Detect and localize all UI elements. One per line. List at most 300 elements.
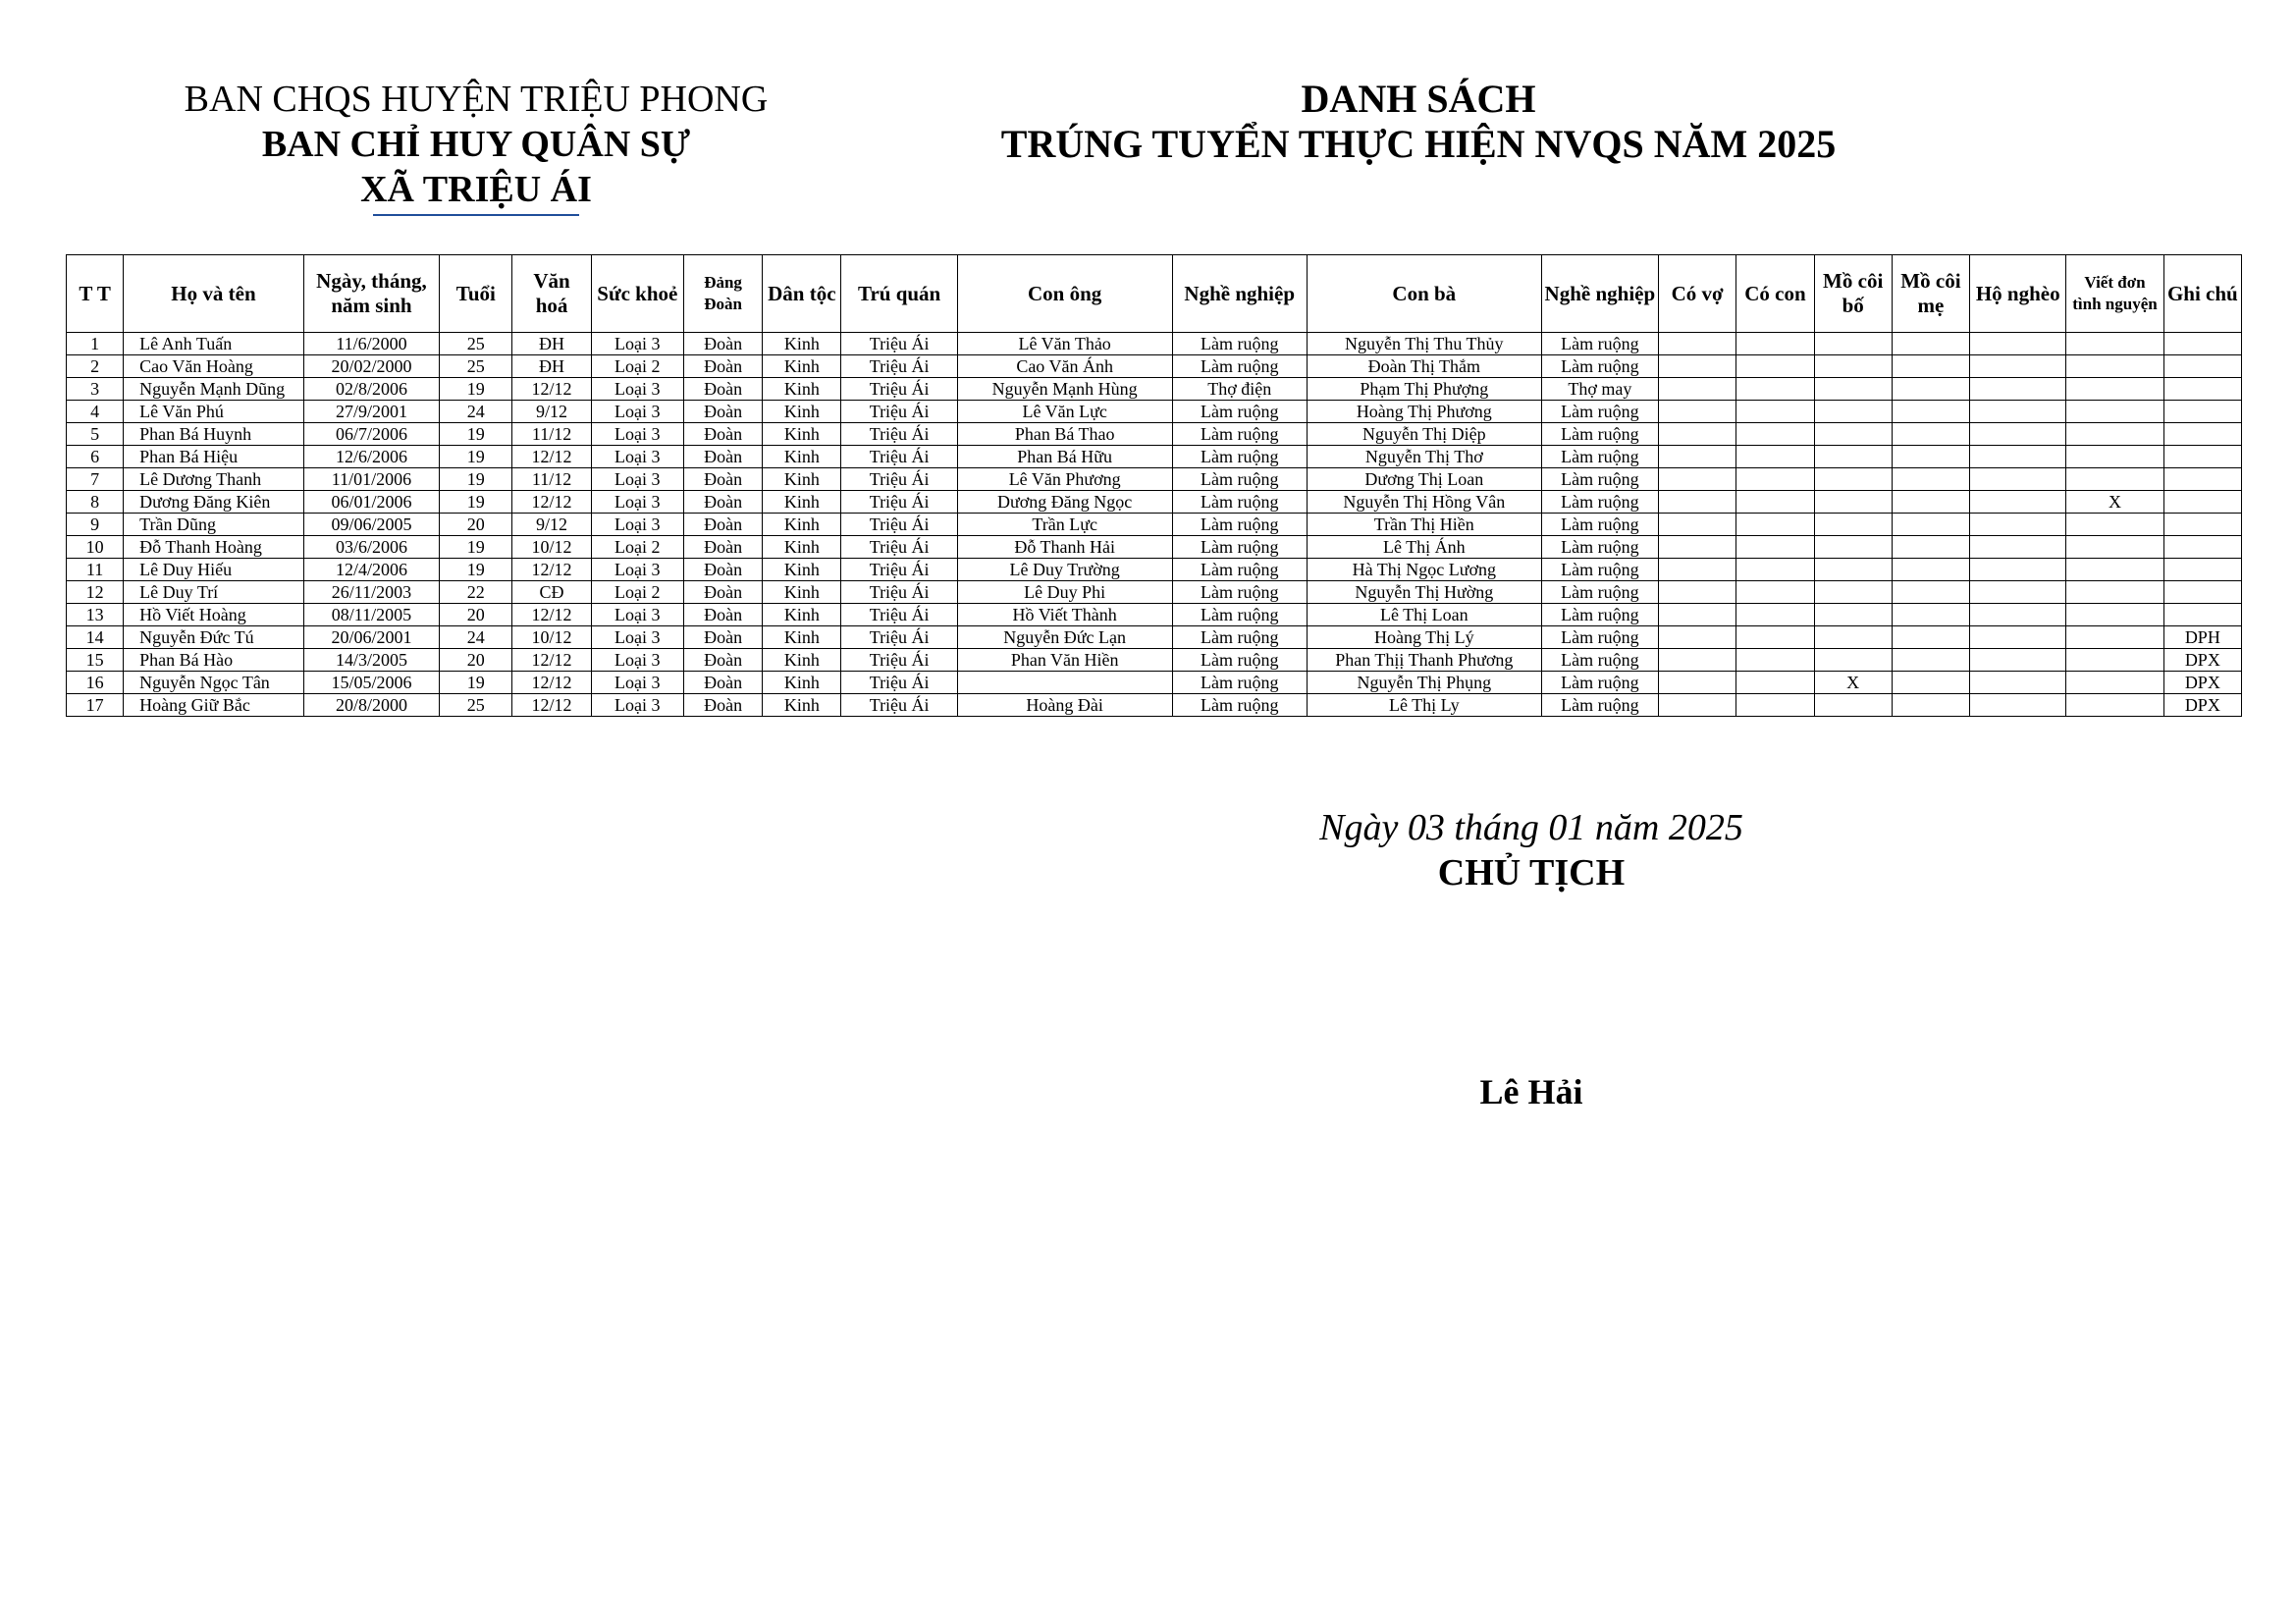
table-cell: Kinh	[763, 536, 841, 559]
table-cell: Nguyễn Thị Hường	[1307, 581, 1541, 604]
table-cell: Kinh	[763, 559, 841, 581]
table-cell: Làm ruộng	[1541, 672, 1658, 694]
table-cell: Làm ruộng	[1172, 626, 1307, 649]
table-cell	[1659, 649, 1736, 672]
table-cell: Làm ruộng	[1541, 468, 1658, 491]
table-cell: Đoàn	[683, 355, 762, 378]
table-cell: 12/12	[512, 491, 591, 514]
table-cell	[1659, 536, 1736, 559]
table-cell: 12/6/2006	[303, 446, 439, 468]
table-cell: Làm ruộng	[1172, 333, 1307, 355]
table-cell: Phan Bá Huynh	[124, 423, 304, 446]
table-cell	[2066, 514, 2163, 536]
table-cell: Làm ruộng	[1172, 401, 1307, 423]
table-cell: Loại 3	[591, 649, 683, 672]
table-cell: 02/8/2006	[303, 378, 439, 401]
table-cell: 20	[440, 514, 512, 536]
table-cell: Làm ruộng	[1172, 536, 1307, 559]
table-cell: 25	[440, 694, 512, 717]
table-cell: 11/01/2006	[303, 468, 439, 491]
table-cell: Triệu Ái	[841, 672, 957, 694]
table-cell: Hồ Viết Thành	[957, 604, 1172, 626]
table-cell	[1659, 514, 1736, 536]
table-cell	[1814, 536, 1892, 559]
table-cell: Làm ruộng	[1541, 401, 1658, 423]
table-cell	[2066, 581, 2163, 604]
table-cell: Làm ruộng	[1172, 491, 1307, 514]
table-cell: Lê Duy Trí	[124, 581, 304, 604]
table-cell	[2163, 514, 2241, 536]
table-cell: 12/12	[512, 446, 591, 468]
table-cell: Lê Văn Lực	[957, 401, 1172, 423]
table-cell: 19	[440, 446, 512, 468]
table-cell: Triệu Ái	[841, 559, 957, 581]
table-cell: Nguyễn Thị Hồng Vân	[1307, 491, 1541, 514]
table-cell: Kinh	[763, 581, 841, 604]
table-cell: Lê Anh Tuấn	[124, 333, 304, 355]
table-cell: X	[2066, 491, 2163, 514]
table-cell: Kinh	[763, 514, 841, 536]
table-cell: Cao Văn Ánh	[957, 355, 1172, 378]
table-cell: 7	[67, 468, 124, 491]
table-cell	[1814, 491, 1892, 514]
table-cell: Triệu Ái	[841, 514, 957, 536]
org-underline	[373, 214, 579, 216]
table-cell: Làm ruộng	[1541, 514, 1658, 536]
table-cell	[1970, 536, 2066, 559]
table-cell	[1814, 401, 1892, 423]
table-cell: Làm ruộng	[1541, 694, 1658, 717]
table-cell: Nguyễn Thị Phụng	[1307, 672, 1541, 694]
table-cell	[1659, 401, 1736, 423]
issuing-organization	[137, 77, 815, 216]
table-cell: Loại 3	[591, 626, 683, 649]
table-cell: Trần Lực	[957, 514, 1172, 536]
table-cell	[1659, 333, 1736, 355]
table-cell	[1736, 514, 1814, 536]
table-cell: ĐH	[512, 355, 591, 378]
table-cell: 12/12	[512, 559, 591, 581]
column-header: Đảng Đoàn	[683, 255, 762, 333]
column-header: Ngày, tháng, năm sinh	[303, 255, 439, 333]
table-cell: 27/9/2001	[303, 401, 439, 423]
table-cell	[2163, 536, 2241, 559]
table-cell	[1736, 672, 1814, 694]
table-cell	[1814, 468, 1892, 491]
table-cell: Làm ruộng	[1541, 649, 1658, 672]
table-cell: Trần Thị Hiền	[1307, 514, 1541, 536]
table-cell: Làm ruộng	[1541, 423, 1658, 446]
table-cell: Đoàn	[683, 378, 762, 401]
table-cell: Làm ruộng	[1172, 446, 1307, 468]
table-cell: Trần Dũng	[124, 514, 304, 536]
table-cell: 15/05/2006	[303, 672, 439, 694]
table-cell: 8	[67, 491, 124, 514]
table-cell: Triệu Ái	[841, 649, 957, 672]
table-cell: Kinh	[763, 423, 841, 446]
table-cell: Đỗ Thanh Hải	[957, 536, 1172, 559]
table-cell	[1736, 559, 1814, 581]
table-cell	[2066, 672, 2163, 694]
table-cell: Thợ điện	[1172, 378, 1307, 401]
table-cell	[1814, 604, 1892, 626]
table-cell: Triệu Ái	[841, 604, 957, 626]
table-cell	[1659, 468, 1736, 491]
table-cell: 11/12	[512, 423, 591, 446]
table-cell	[2066, 333, 2163, 355]
table-cell: 19	[440, 423, 512, 446]
table-cell: Đoàn	[683, 536, 762, 559]
table-cell: 19	[440, 559, 512, 581]
table-cell: Kinh	[763, 649, 841, 672]
table-cell: Triệu Ái	[841, 333, 957, 355]
table-cell: Phan Bá Hiệu	[124, 446, 304, 468]
table-cell: Dương Thị Loan	[1307, 468, 1541, 491]
table-cell	[1814, 649, 1892, 672]
table-cell: Nguyễn Mạnh Hùng	[957, 378, 1172, 401]
table-row	[67, 604, 2242, 626]
table-cell: Lê Thị Ly	[1307, 694, 1541, 717]
table-cell: 12/4/2006	[303, 559, 439, 581]
table-cell: Triệu Ái	[841, 626, 957, 649]
table-cell: Kinh	[763, 468, 841, 491]
table-cell: Kinh	[763, 378, 841, 401]
table-cell	[1892, 536, 1969, 559]
table-cell	[1892, 559, 1969, 581]
table-cell	[1736, 604, 1814, 626]
table-cell: Lê Văn Phú	[124, 401, 304, 423]
table-row	[67, 491, 2242, 514]
table-cell	[2066, 423, 2163, 446]
document-title	[923, 77, 1914, 167]
table-cell	[1892, 468, 1969, 491]
table-cell: Làm ruộng	[1541, 559, 1658, 581]
table-cell	[1892, 626, 1969, 649]
table-cell: 19	[440, 536, 512, 559]
table-cell: 20	[440, 604, 512, 626]
table-cell: Phan Bá Thao	[957, 423, 1172, 446]
table-cell: Lê Dương Thanh	[124, 468, 304, 491]
table-cell: Lê Văn Thảo	[957, 333, 1172, 355]
table-cell	[1970, 401, 2066, 423]
org-line-2: BAN CHỈ HUY QUÂN SỰ	[261, 124, 691, 165]
table-cell: Triệu Ái	[841, 446, 957, 468]
column-header: Sức khoẻ	[591, 255, 683, 333]
table-cell: 03/6/2006	[303, 536, 439, 559]
table-cell: 12/12	[512, 694, 591, 717]
table-cell: Nguyễn Thị Thơ	[1307, 446, 1541, 468]
table-cell: Loại 3	[591, 378, 683, 401]
table-cell	[1736, 649, 1814, 672]
table-cell	[1814, 514, 1892, 536]
column-header: Có con	[1736, 255, 1814, 333]
table-cell: Nguyễn Thị Thu Thủy	[1307, 333, 1541, 355]
table-cell	[1659, 604, 1736, 626]
table-cell	[1814, 423, 1892, 446]
table-cell	[1970, 378, 2066, 401]
table-cell: Làm ruộng	[1541, 491, 1658, 514]
table-row	[67, 378, 2242, 401]
table-cell	[1814, 559, 1892, 581]
table-cell	[1659, 446, 1736, 468]
table-cell	[1892, 649, 1969, 672]
table-cell	[1659, 559, 1736, 581]
title-line-2: TRÚNG TUYỂN THỰC HIỆN NVQS NĂM 2025	[1000, 122, 1837, 166]
table-cell	[1892, 401, 1969, 423]
table-cell: Làm ruộng	[1172, 559, 1307, 581]
table-cell: Thợ may	[1541, 378, 1658, 401]
table-cell: 11	[67, 559, 124, 581]
table-cell: Làm ruộng	[1541, 333, 1658, 355]
table-cell	[1892, 378, 1969, 401]
table-cell: Đoàn	[683, 446, 762, 468]
org-line-3: XÃ TRIỆU ÁI	[360, 169, 592, 210]
table-cell: Làm ruộng	[1541, 355, 1658, 378]
table-cell: 11/6/2000	[303, 333, 439, 355]
table-cell	[1892, 514, 1969, 536]
table-cell: 08/11/2005	[303, 604, 439, 626]
table-cell: Hoàng Thị Lý	[1307, 626, 1541, 649]
table-cell: 10	[67, 536, 124, 559]
table-cell: Loại 3	[591, 468, 683, 491]
column-header: Trú quán	[841, 255, 957, 333]
table-cell: Làm ruộng	[1172, 672, 1307, 694]
table-cell: 6	[67, 446, 124, 468]
table-cell	[1814, 446, 1892, 468]
table-cell: Loại 2	[591, 581, 683, 604]
table-cell: Đoàn	[683, 514, 762, 536]
table-cell: Đoàn	[683, 423, 762, 446]
table-cell: Đoàn	[683, 581, 762, 604]
table-cell: Phan Thịị Thanh Phương	[1307, 649, 1541, 672]
table-cell	[1736, 468, 1814, 491]
table-cell	[1970, 559, 2066, 581]
table-cell: 1	[67, 333, 124, 355]
table-cell: 14	[67, 626, 124, 649]
table-cell: Nguyễn Thị Diệp	[1307, 423, 1541, 446]
table-cell: DPX	[2163, 672, 2241, 694]
table-cell	[1814, 378, 1892, 401]
table-cell	[2066, 378, 2163, 401]
table-cell: 12/12	[512, 649, 591, 672]
table-cell: Đoàn	[683, 559, 762, 581]
org-line-1: BAN CHQS HUYỆN TRIỆU PHONG	[184, 79, 769, 120]
table-cell: 25	[440, 355, 512, 378]
table-cell	[1970, 649, 2066, 672]
table-cell: 9/12	[512, 514, 591, 536]
table-cell	[2163, 355, 2241, 378]
table-cell: Triệu Ái	[841, 423, 957, 446]
table-cell	[2066, 355, 2163, 378]
table-cell	[1736, 333, 1814, 355]
table-cell	[2163, 468, 2241, 491]
table-cell	[2163, 581, 2241, 604]
table-row	[67, 446, 2242, 468]
signature-block	[1227, 805, 1836, 1113]
table-cell	[1892, 694, 1969, 717]
table-cell: Loại 3	[591, 401, 683, 423]
table-cell	[1892, 355, 1969, 378]
table-cell: Làm ruộng	[1541, 446, 1658, 468]
table-cell	[2163, 446, 2241, 468]
table-cell: Lê Văn Phương	[957, 468, 1172, 491]
table-cell: Hà Thị Ngọc Lương	[1307, 559, 1541, 581]
column-header: Viết đơn tình nguyện	[2066, 255, 2163, 333]
table-cell: 19	[440, 378, 512, 401]
column-header: Con ông	[957, 255, 1172, 333]
table-row	[67, 694, 2242, 717]
table-cell: 19	[440, 468, 512, 491]
table-cell: 24	[440, 626, 512, 649]
table-cell: 10/12	[512, 536, 591, 559]
table-cell: Làm ruộng	[1172, 604, 1307, 626]
table-cell	[1736, 626, 1814, 649]
table-cell: Phan Bá Hữu	[957, 446, 1172, 468]
table-cell	[1736, 536, 1814, 559]
table-cell	[957, 672, 1172, 694]
table-cell: Loại 3	[591, 672, 683, 694]
table-cell: Hoàng Giữ Bắc	[124, 694, 304, 717]
table-cell: Đỗ Thanh Hoàng	[124, 536, 304, 559]
table-cell: Đoàn	[683, 672, 762, 694]
table-cell: Đoàn	[683, 604, 762, 626]
table-cell	[1659, 423, 1736, 446]
table-cell	[1814, 581, 1892, 604]
table-cell: 10/12	[512, 626, 591, 649]
table-row	[67, 536, 2242, 559]
table-cell	[1736, 378, 1814, 401]
table-cell: Làm ruộng	[1541, 626, 1658, 649]
column-header: Nghề nghiệp	[1541, 255, 1658, 333]
table-row	[67, 514, 2242, 536]
table-cell	[2066, 694, 2163, 717]
table-row	[67, 649, 2242, 672]
table-cell: Đoàn Thị Thắm	[1307, 355, 1541, 378]
table-cell: 06/7/2006	[303, 423, 439, 446]
column-header: Văn hoá	[512, 255, 591, 333]
column-header: Dân tộc	[763, 255, 841, 333]
table-cell: 20/06/2001	[303, 626, 439, 649]
table-cell: Kinh	[763, 333, 841, 355]
table-cell	[2066, 536, 2163, 559]
table-cell	[2066, 604, 2163, 626]
table-cell	[2163, 559, 2241, 581]
table-cell	[1970, 581, 2066, 604]
table-cell: Làm ruộng	[1172, 694, 1307, 717]
table-cell: Loại 3	[591, 446, 683, 468]
table-cell	[1970, 468, 2066, 491]
table-cell	[1659, 378, 1736, 401]
table-cell: Đoàn	[683, 401, 762, 423]
table-cell: 11/12	[512, 468, 591, 491]
table-body	[67, 333, 2242, 717]
table-cell: Kinh	[763, 626, 841, 649]
table-cell	[2066, 559, 2163, 581]
table-cell	[1736, 423, 1814, 446]
table-cell	[1892, 333, 1969, 355]
table-cell	[1892, 423, 1969, 446]
table-cell: Phạm Thị Phượng	[1307, 378, 1541, 401]
table-cell: Kinh	[763, 446, 841, 468]
table-cell: 19	[440, 672, 512, 694]
table-cell: 9/12	[512, 401, 591, 423]
table-cell	[2163, 401, 2241, 423]
table-cell: 20/02/2000	[303, 355, 439, 378]
table-cell: Triệu Ái	[841, 468, 957, 491]
column-header: Mồ côi bố	[1814, 255, 1892, 333]
table-cell: Làm ruộng	[1172, 581, 1307, 604]
table-cell: 12/12	[512, 672, 591, 694]
table-cell: Dương Đăng Kiên	[124, 491, 304, 514]
table-cell	[1970, 491, 2066, 514]
table-row	[67, 581, 2242, 604]
table-cell: Kinh	[763, 491, 841, 514]
column-header: Con bà	[1307, 255, 1541, 333]
signature-date: Ngày 03 tháng 01 năm 2025	[1319, 807, 1743, 848]
table-cell: Hồ Viết Hoàng	[124, 604, 304, 626]
table-cell: 13	[67, 604, 124, 626]
table-cell	[2066, 468, 2163, 491]
table-cell	[1892, 446, 1969, 468]
table-cell: Triệu Ái	[841, 401, 957, 423]
table-cell: Cao Văn Hoàng	[124, 355, 304, 378]
table-cell	[1970, 446, 2066, 468]
table-cell: Loại 3	[591, 423, 683, 446]
table-cell: ĐH	[512, 333, 591, 355]
table-cell	[1970, 694, 2066, 717]
table-cell: Đoàn	[683, 468, 762, 491]
table-cell	[1970, 333, 2066, 355]
table-cell: Kinh	[763, 672, 841, 694]
table-cell: Làm ruộng	[1541, 581, 1658, 604]
table-cell: Kinh	[763, 401, 841, 423]
column-header: Họ và tên	[124, 255, 304, 333]
table-cell: X	[1814, 672, 1892, 694]
table-cell: Làm ruộng	[1172, 355, 1307, 378]
table-cell	[1892, 491, 1969, 514]
table-cell: 2	[67, 355, 124, 378]
table-cell: 9	[67, 514, 124, 536]
table-cell: Làm ruộng	[1541, 536, 1658, 559]
table-cell: 20	[440, 649, 512, 672]
table-cell	[1814, 694, 1892, 717]
table-cell: 15	[67, 649, 124, 672]
table-row	[67, 401, 2242, 423]
table-cell: Dương Đăng Ngọc	[957, 491, 1172, 514]
table-cell: Triệu Ái	[841, 378, 957, 401]
table-cell	[1970, 604, 2066, 626]
table-cell: 12/12	[512, 604, 591, 626]
table-cell	[1736, 694, 1814, 717]
signature-title: CHỦ TỊCH	[1437, 852, 1626, 893]
table-cell	[1892, 672, 1969, 694]
table-cell	[1659, 491, 1736, 514]
table-row	[67, 355, 2242, 378]
table-cell	[1814, 626, 1892, 649]
table-row	[67, 626, 2242, 649]
table-cell	[2066, 446, 2163, 468]
table-cell: Đoàn	[683, 491, 762, 514]
table-cell: 14/3/2005	[303, 649, 439, 672]
table-cell: 17	[67, 694, 124, 717]
column-header: Mồ côi mẹ	[1892, 255, 1969, 333]
table-cell: 3	[67, 378, 124, 401]
table-cell	[2163, 378, 2241, 401]
table-cell: DPX	[2163, 649, 2241, 672]
table-cell: 20/8/2000	[303, 694, 439, 717]
table-cell: Loại 2	[591, 355, 683, 378]
table-cell: 5	[67, 423, 124, 446]
